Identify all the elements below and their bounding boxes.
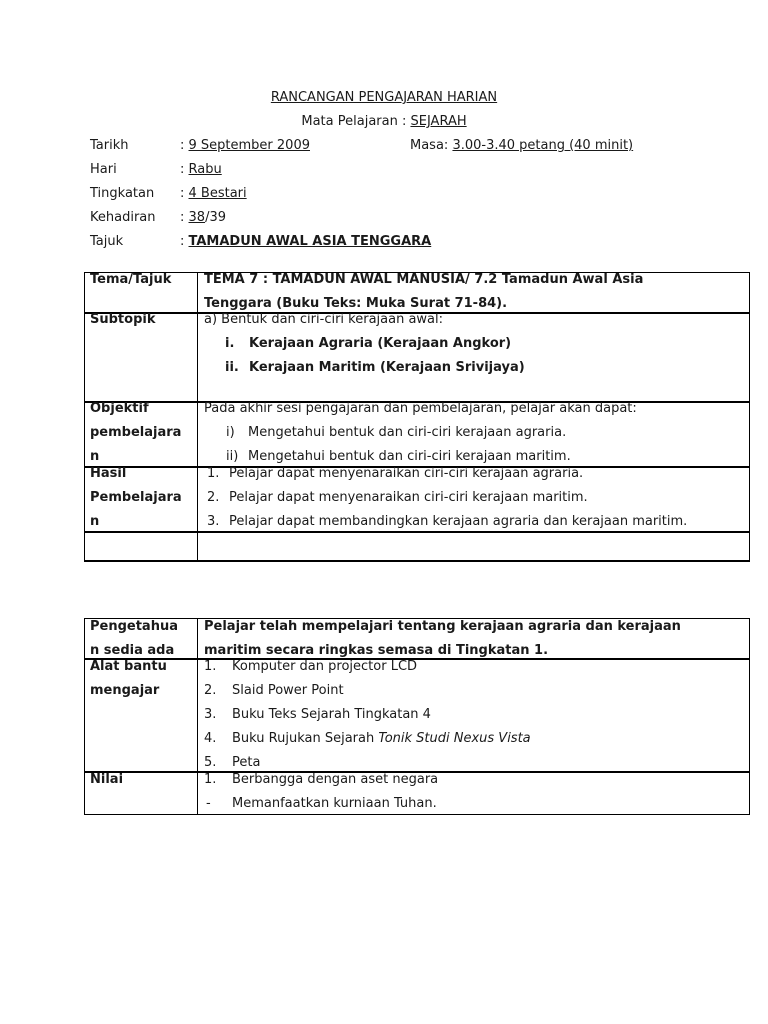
kehadiran-present: 38	[188, 210, 206, 225]
subtopik-label: Subtopik	[90, 312, 156, 327]
objektif-intro: Pada akhir sesi pengajaran dan pembelajaran, pelajar akan dapat:	[204, 401, 637, 416]
colon: :	[180, 162, 189, 177]
objektif-item: Mengetahui bentuk dan ciri-ciri kerajaan maritim.	[248, 449, 571, 464]
masa-label: Masa:	[410, 138, 453, 153]
tingkatan-value-line	[180, 185, 247, 202]
kehadiran-value-line	[180, 209, 226, 226]
objektif-label-line: pembelajara	[90, 425, 182, 440]
nilai-item-num: 1.	[204, 772, 217, 787]
kehadiran-label: Kehadiran	[90, 210, 156, 225]
table1-col-divider	[197, 272, 198, 562]
subtopik-item-num: i.	[225, 336, 235, 351]
masa-value: 3.00-3.40 petang (40 minit)	[452, 138, 634, 153]
objektif-label-line: Objektif	[90, 401, 149, 416]
hari-value: Rabu	[188, 162, 222, 177]
kehadiran-total: /39	[205, 210, 226, 225]
alat-label-line: mengajar	[90, 683, 160, 698]
nilai-item: Memanfaatkan kurniaan Tuhan.	[232, 796, 437, 811]
alat-item-num: 4.	[204, 731, 217, 746]
tajuk-value-line	[180, 233, 431, 250]
nilai-item-num: -	[206, 796, 211, 811]
hari-label: Hari	[90, 162, 117, 177]
alat-item: Peta	[232, 755, 261, 770]
alat-item-num: 1.	[204, 659, 217, 674]
subtopik-item: Kerajaan Maritim (Kerajaan Srivijaya)	[249, 360, 525, 375]
hasil-item-num: 1.	[207, 466, 220, 481]
pengetahuan-line: Pelajar telah mempelajari tentang kerajaan agraria dan kerajaan	[204, 619, 681, 634]
objektif-item: Mengetahui bentuk dan ciri-ciri kerajaan agraria.	[248, 425, 567, 440]
tingkatan-value: 4 Bestari	[188, 186, 247, 201]
colon: :	[180, 186, 189, 201]
alat-item: Buku Teks Sejarah Tingkatan 4	[232, 707, 431, 722]
hasil-item-num: 3.	[207, 514, 220, 529]
tema-label: Tema/Tajuk	[90, 272, 172, 287]
alat-item-num: 3.	[204, 707, 217, 722]
tema-line-1: TEMA 7 : TAMADUN AWAL MANUSIA/ 7.2 Tamadun Awal Asia	[204, 272, 644, 287]
subtopik-item: Kerajaan Agraria (Kerajaan Angkor)	[249, 336, 512, 351]
colon: :	[180, 234, 189, 249]
hasil-item: Pelajar dapat menyenaraikan ciri-ciri kerajaan agraria.	[229, 466, 584, 481]
alat-item: Komputer dan projector LCD	[232, 659, 418, 674]
hasil-item: Pelajar dapat membandingkan kerajaan agraria dan kerajaan maritim.	[229, 514, 688, 529]
pengetahuan-label-line: n sedia ada	[90, 643, 175, 658]
row-divider	[84, 560, 750, 562]
colon: :	[180, 138, 189, 153]
objektif-item-num: ii)	[226, 449, 239, 464]
tarikh-value-line	[180, 137, 310, 154]
masa-line	[410, 137, 633, 154]
tajuk-value: TAMADUN AWAL ASIA TENGGARA	[188, 234, 432, 249]
subtopik-intro: a) Bentuk dan ciri-ciri kerajaan awal:	[204, 312, 444, 327]
hasil-label-line: Hasil	[90, 466, 127, 481]
colon: :	[180, 210, 189, 225]
tema-line-2: Tenggara (Buku Teks: Muka Surat 71-84).	[204, 296, 508, 311]
subtopik-item-num: ii.	[225, 360, 239, 375]
nilai-item: Berbangga dengan aset negara	[232, 772, 439, 787]
alat-item-num: 5.	[204, 755, 217, 770]
document-title: RANCANGAN PENGAJARAN HARIAN	[270, 90, 498, 105]
hasil-item-num: 2.	[207, 490, 220, 505]
tarikh-label: Tarikh	[90, 138, 129, 153]
pengetahuan-label-line: Pengetahua	[90, 619, 178, 634]
alat-item-text: Buku Rujukan Sejarah	[232, 731, 379, 746]
subject-line	[0, 113, 768, 130]
alat-item-num: 2.	[204, 683, 217, 698]
subject-label: Mata Pelajaran :	[301, 114, 411, 129]
subject-value: SEJARAH	[410, 114, 467, 129]
objektif-label-line: n	[90, 449, 100, 464]
tarikh-value: 9 September 2009	[188, 138, 310, 153]
nilai-label: Nilai	[90, 772, 124, 787]
alat-label-line: Alat bantu	[90, 659, 167, 674]
alat-item: Slaid Power Point	[232, 683, 344, 698]
tingkatan-label: Tingkatan	[90, 186, 155, 201]
alat-item	[232, 727, 531, 751]
table2-col-divider	[197, 618, 198, 815]
alat-item-italic: Tonik Studi Nexus Vista	[378, 731, 531, 746]
hari-value-line	[180, 161, 222, 178]
hasil-label-line: n	[90, 514, 100, 529]
objektif-item-num: i)	[226, 425, 235, 440]
hasil-item: Pelajar dapat menyenaraikan ciri-ciri kerajaan maritim.	[229, 490, 588, 505]
hasil-label-line: Pembelajara	[90, 490, 182, 505]
tajuk-label: Tajuk	[90, 234, 124, 249]
pengetahuan-line: maritim secara ringkas semasa di Tingkatan 1.	[204, 643, 549, 658]
